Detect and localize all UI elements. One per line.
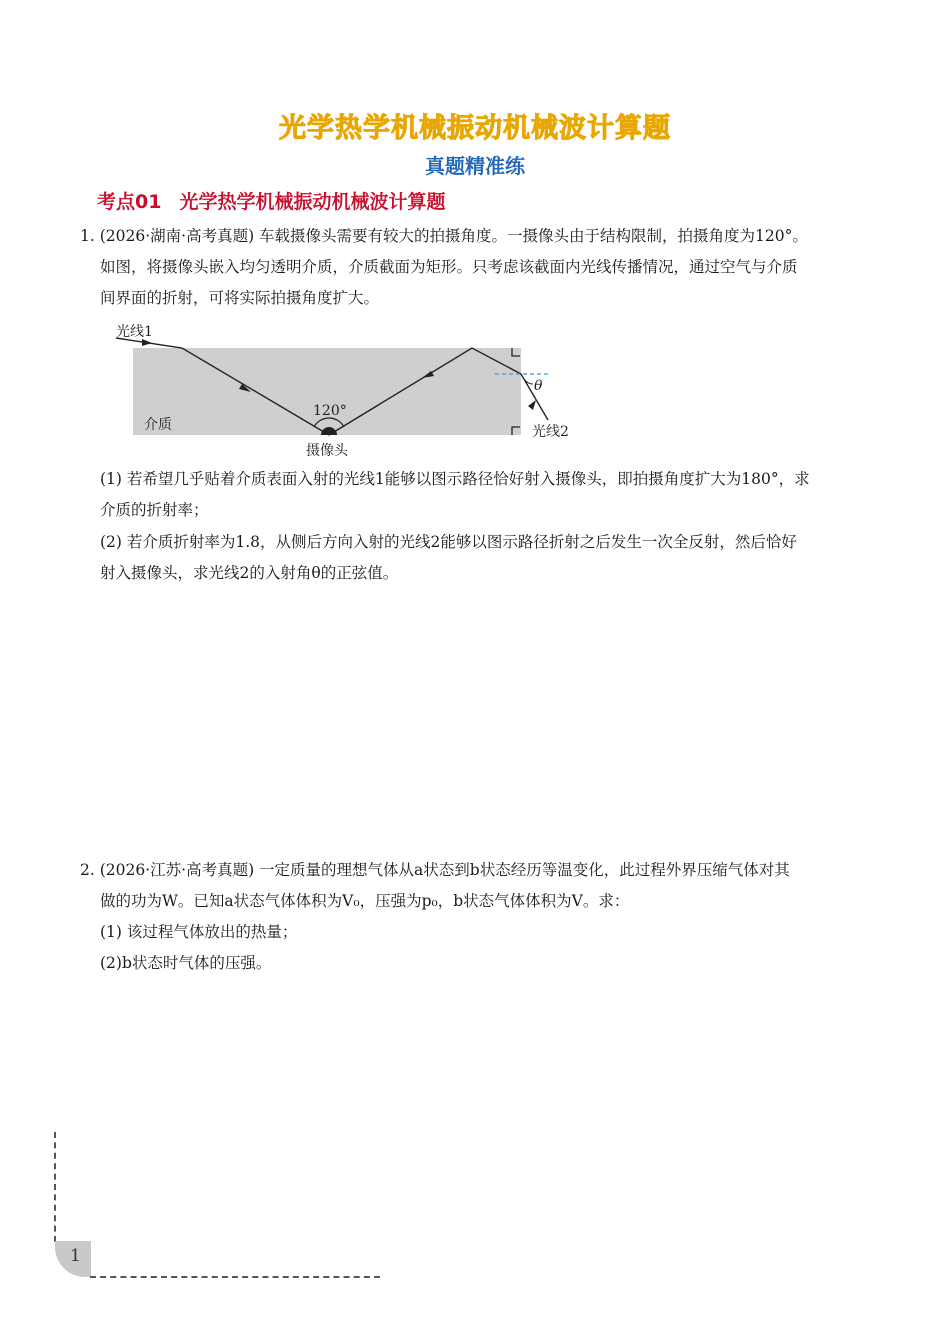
section-title: 光学热学机械振动机械波计算题	[179, 191, 446, 213]
angle-label: 120°	[313, 403, 347, 419]
question-2-part-2: (2)b状态时气体的压强。	[100, 954, 272, 972]
question-2-line: 做的功为W。已知a状态气体体积为V₀，压强为p₀，b状态气体体积为V。求：	[100, 892, 630, 910]
question-1-part-1: (1) 若希望几乎贴着介质表面入射的光线1能够以图示路径恰好射入摄像头，即拍摄角度扩大为180°，求 介质的折射率；	[100, 470, 810, 519]
question-1-line: 如图，将摄像头嵌入均匀透明介质，介质截面为矩形。只考虑该截面内光线传播情况，通过空气与介质	[100, 258, 798, 276]
medium-rectangle	[133, 348, 521, 435]
margin-dashed-line	[54, 1132, 56, 1242]
footer-dashed-line	[90, 1276, 380, 1278]
question-1-number: 1.	[80, 227, 95, 245]
question-2-line: 2. (2026·江苏·高考真题) 一定质量的理想气体从a状态到b状态经历等温变化，此过程外界压缩气体对其	[80, 861, 790, 879]
question-1-part-2: (2) 若介质折射率为1.8，从侧后方向入射的光线2能够以图示路径折射之后发生一次全反射，然后恰好 射入摄像头，求光线2的入射角θ的正弦值。	[100, 533, 797, 582]
ray-1-arrow	[142, 339, 152, 346]
ray-1-label: 光线1	[116, 324, 153, 340]
medium-label: 介质	[144, 417, 172, 433]
question-2-part-1: (1) 该过程气体放出的热量；	[100, 923, 298, 941]
section-number: 考点01	[97, 191, 162, 213]
section-heading	[97, 187, 445, 214]
question-2-number: 2.	[80, 861, 95, 879]
document-title: 光学热学机械振动机械波计算题	[279, 113, 671, 144]
question-1-line: 间界面的折射，可将实际拍摄角度扩大。	[100, 289, 380, 307]
refraction-figure	[108, 318, 578, 458]
question-1	[80, 221, 880, 314]
document-subtitle: 真题精准练	[425, 154, 525, 178]
ray-2-label: 光线2	[532, 424, 569, 440]
theta-label: θ	[534, 378, 543, 394]
page-number: 1	[70, 1246, 81, 1266]
question-2	[80, 855, 880, 917]
question-1-line: 1. (2026·湖南·高考真题) 车载摄像头需要有较大的拍摄角度。一摄像头由于结构限制，拍摄角度为120°。	[80, 227, 808, 245]
ray-2-arrow	[528, 400, 536, 410]
question-2-parts	[100, 917, 880, 979]
camera-label: 摄像头	[306, 443, 348, 458]
